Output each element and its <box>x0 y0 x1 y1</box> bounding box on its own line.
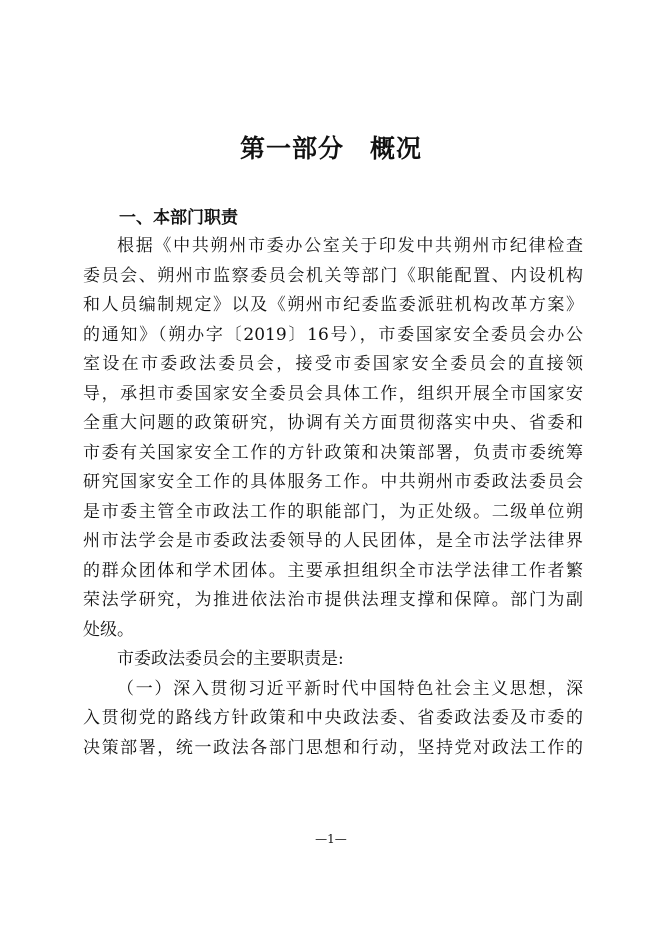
page-number: —1— <box>315 832 347 846</box>
text-line: 市委政法委员会的主要职责是: <box>117 649 344 669</box>
text-line: 委员会、朔州市监察委员会机关等部门《职能配置、内设机构 <box>83 265 583 286</box>
text-line: 的群众团体和学术团体。主要承担组织全市法学法律工作者繁 <box>83 560 583 581</box>
text-line: 研究国家安全工作的具体服务工作。中共朔州市委政法委员会 <box>83 472 583 492</box>
text-line: 决策部署，统一政法各部门思想和行动，坚持党对政法工作的 <box>83 737 583 758</box>
text-line: 市委有关国家安全工作的方针政策和决策部署，负责市委统筹 <box>83 442 583 463</box>
body-text <box>83 232 583 763</box>
text-line: 是市委主管全市政法工作的职能部门，为正处级。二级单位朔 <box>83 501 583 522</box>
text-line: 荣法学研究，为推进依法治市提供法理支撑和保障。部门为副 <box>83 590 583 610</box>
text-line: 入贯彻党的路线方针政策和中央政法委、省委政法委及市委的 <box>83 708 583 728</box>
text-line: （一）深入贯彻习近平新时代中国特色社会主义思想，深 <box>117 678 583 699</box>
text-line: 根据《中共朔州市委办公室关于印发中共朔州市纪律检查 <box>117 236 583 256</box>
text-line: 州市法学会是市委政法委领导的人民团体，是全市法学法律界 <box>83 531 583 551</box>
text-line: 导，承担市委国家安全委员会具体工作，组织开展全市国家安 <box>83 383 583 404</box>
text-line: 室设在市委政法委员会，接受市委国家安全委员会的直接领 <box>83 354 583 374</box>
section-heading: 一、本部门职责 <box>119 208 238 228</box>
page-title: 第一部分 概况 <box>239 134 422 163</box>
text-line: 的通知》（朔办字〔2019〕16号），市委国家安全委员会办公 <box>83 324 583 345</box>
text-line: 和人员编制规定》以及《朔州市纪委监委派驻机构改革方案》 <box>83 295 583 315</box>
text-line: 处级。 <box>83 619 134 640</box>
text-line: 全重大问题的政策研究，协调有关方面贯彻落实中央、省委和 <box>83 413 583 433</box>
